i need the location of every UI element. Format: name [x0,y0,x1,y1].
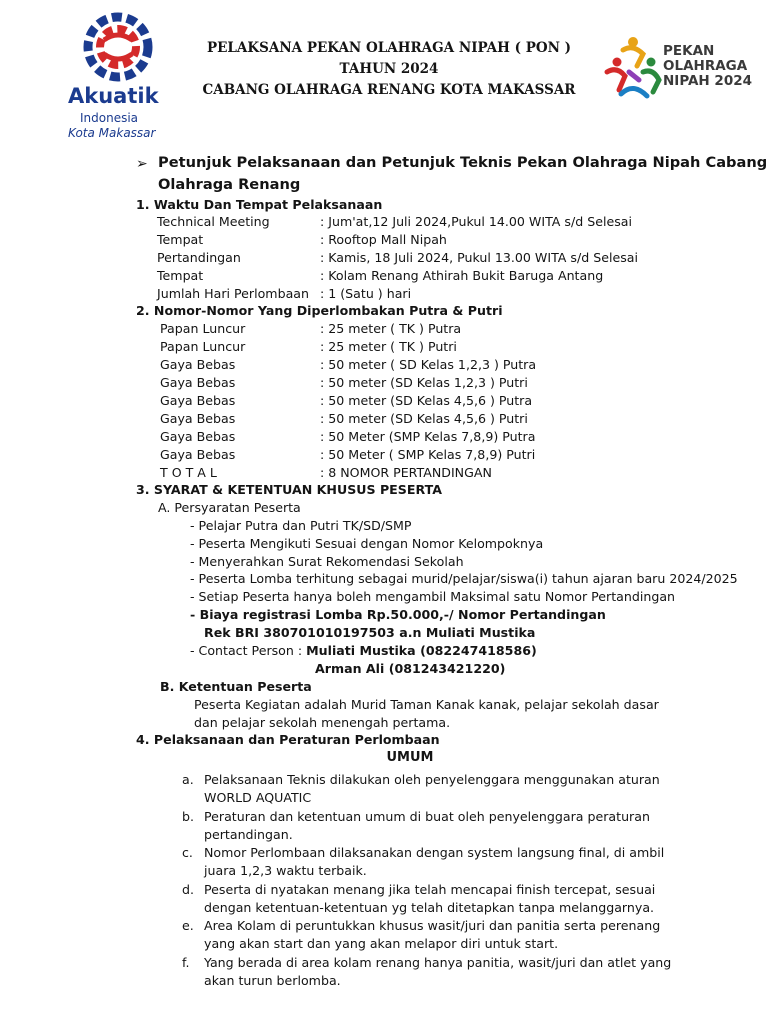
s1-label-4: Jumlah Hari Perlombaan [157,286,309,301]
section-3-title: 3. SYARAT & KETENTUAN KHUSUS PESERTA [136,482,442,497]
section-3b-title: B. Ketentuan Peserta [160,679,312,694]
s3a-fee: - Biaya registrasi Lomba Rp.50.000,-/ Nomor Pertandingan [190,607,606,622]
akuatik-logo-name: Akuatik [68,84,159,108]
akuatik-logo-sub1: Indonesia [80,111,139,125]
s4-d-line-2: dengan ketentuan-ketentuan yg telah ditetapkan tanpa melanggarnya. [204,900,655,915]
s4-letter-c: c. [182,845,193,860]
doc-heading-line-2: Olahraga Renang [158,176,301,193]
section-3a-title: A. Persyaratan Peserta [158,500,301,515]
s2-value-2: : 50 meter ( SD Kelas 1,2,3 ) Putra [320,357,537,372]
section-2-title: 2. Nomor-Nomor Yang Diperlombakan Putra & Putri [136,303,503,318]
s3a-item-2: - Menyerahkan Surat Rekomendasi Sekolah [190,554,464,569]
s3b-text-1: Peserta Kegiatan adalah Murid Taman Kanak kanak, pelajar sekolah dasar [194,697,659,712]
pon-logo-line-2: OLAHRAGA [663,58,748,74]
pon-logo [603,32,753,104]
s2-label-5: Gaya Bebas [160,411,236,426]
s3a-contact-1: Muliati Mustika (082247418586) [306,643,537,658]
s1-value-4: : 1 (Satu ) hari [320,286,412,301]
s2-label-1: Papan Luncur [160,339,246,354]
s2-value-4: : 50 meter (SD Kelas 4,5,6 ) Putra [320,393,533,408]
s1-label-2: Pertandingan [157,250,241,265]
s4-letter-b: b. [182,809,194,824]
s1-label-0: Technical Meeting [157,214,270,229]
s4-letter-d: d. [182,882,194,897]
arrow-bullet-icon: ➢ [136,156,148,172]
akuatik-logo [62,12,172,140]
section-1-title: 1. Waktu Dan Tempat Pelaksanaan [136,197,383,212]
akuatik-logo-sub2: Kota Makassar [68,126,156,140]
s1-value-0: : Jum'at,12 Juli 2024,Pukul 14.00 WITA s/d Selesai [320,214,632,229]
s4-c-line-2: juara 1,2,3 waktu terbaik. [204,863,367,878]
letterhead-line-3: CABANG OLAHRAGA RENANG KOTA MAKASSAR [202,82,576,98]
s3a-item-3: - Peserta Lomba terhitung sebagai murid/pelajar/siswa(i) tahun ajaran baru 2024/2025 [190,571,738,586]
s4-e-line-1: Area Kolam di peruntukkan khusus wasit/juri dan panitia serta perenang [204,918,661,933]
s2-value-6: : 50 Meter (SMP Kelas 7,8,9) Putra [320,429,536,444]
s1-label-1: Tempat [157,232,204,247]
athletes-emblem-icon [603,32,667,104]
letterhead-title [180,38,598,101]
s2-value-5: : 50 meter (SD Kelas 4,5,6 ) Putri [320,411,528,426]
pon-logo-line-1: PEKAN [663,43,715,59]
s4-f-line-2: akan turun berlomba. [204,973,341,988]
s4-letter-f: f. [182,955,190,970]
s3a-item-0: - Pelajar Putra dan Putri TK/SD/SMP [190,518,412,533]
s4-d-line-1: Peserta di nyatakan menang jika telah mencapai finish tercepat, sesuai [204,882,656,897]
s1-label-3: Tempat [157,268,204,283]
s2-value-7: : 50 Meter ( SMP Kelas 7,8,9) Putri [320,447,536,462]
pon-logo-line-3: NIPAH 2024 [663,73,752,89]
pon-logo-text [663,44,752,89]
s2-label-6: Gaya Bebas [160,429,236,444]
s4-b-line-2: pertandingan. [204,827,293,842]
s2-value-3: : 50 meter (SD Kelas 1,2,3 ) Putri [320,375,528,390]
section-4-umum: UMUM [386,750,434,765]
s3a-item-1: - Peserta Mengikuti Sesuai dengan Nomor Kelompoknya [190,536,544,551]
s4-a-line-2: WORLD AQUATIC [204,790,312,805]
s4-letter-e: e. [182,918,194,933]
s3b-text-2: dan pelajar sekolah menengah pertama. [194,715,451,730]
s3a-contact-2: Arman Ali (081243421220) [315,661,506,676]
s2-label-7: Gaya Bebas [160,447,236,462]
s1-value-2: : Kamis, 18 Juli 2024, Pukul 13.00 WITA s/d Selesai [320,250,638,265]
s3a-contact-prefix: - Contact Person : [190,643,307,658]
s4-letter-a: a. [182,772,194,787]
s4-e-line-2: yang akan start dan yang akan melapor diri untuk start. [204,936,559,951]
s4-f-line-1: Yang berada di area kolam renang hanya panitia, wasit/juri dan atlet yang [204,955,672,970]
akuatik-emblem-icon [80,12,156,82]
s2-label-4: Gaya Bebas [160,393,236,408]
s3a-bank-account: Rek BRI 380701010197503 a.n Muliati Mustika [204,625,536,640]
s2-value-1: : 25 meter ( TK ) Putri [320,339,457,354]
letterhead-line-2: TAHUN 2024 [339,61,439,77]
s1-value-1: : Rooftop Mall Nipah [320,232,447,247]
section-4-title: 4. Pelaksanaan dan Peraturan Perlombaan [136,732,440,747]
s1-value-3: : Kolam Renang Athirah Bukit Baruga Antang [320,268,604,283]
s2-value-0: : 25 meter ( TK ) Putra [320,321,462,336]
s2-label-8: T O T A L [160,465,217,480]
s4-a-line-1: Pelaksanaan Teknis dilakukan oleh penyelenggara menggunakan aturan [204,772,660,787]
s4-b-line-1: Peraturan dan ketentuan umum di buat oleh penyelenggara peraturan [204,809,650,824]
s2-label-3: Gaya Bebas [160,375,236,390]
s2-label-0: Papan Luncur [160,321,246,336]
s4-c-line-1: Nomor Perlombaan dilaksanakan dengan system langsung final, di ambil [204,845,665,860]
s2-label-2: Gaya Bebas [160,357,236,372]
doc-heading-line-1: Petunjuk Pelaksanaan dan Petunjuk Teknis Pekan Olahraga Nipah Cabang [158,154,768,171]
s3a-contact-row [190,642,537,659]
letterhead-line-1: PELAKSANA PEKAN OLAHRAGA NIPAH ( PON ) [206,40,572,56]
s2-value-8: : 8 NOMOR PERTANDINGAN [320,465,492,480]
s3a-item-4: - Setiap Peserta hanya boleh mengambil Maksimal satu Nomor Pertandingan [190,589,676,604]
